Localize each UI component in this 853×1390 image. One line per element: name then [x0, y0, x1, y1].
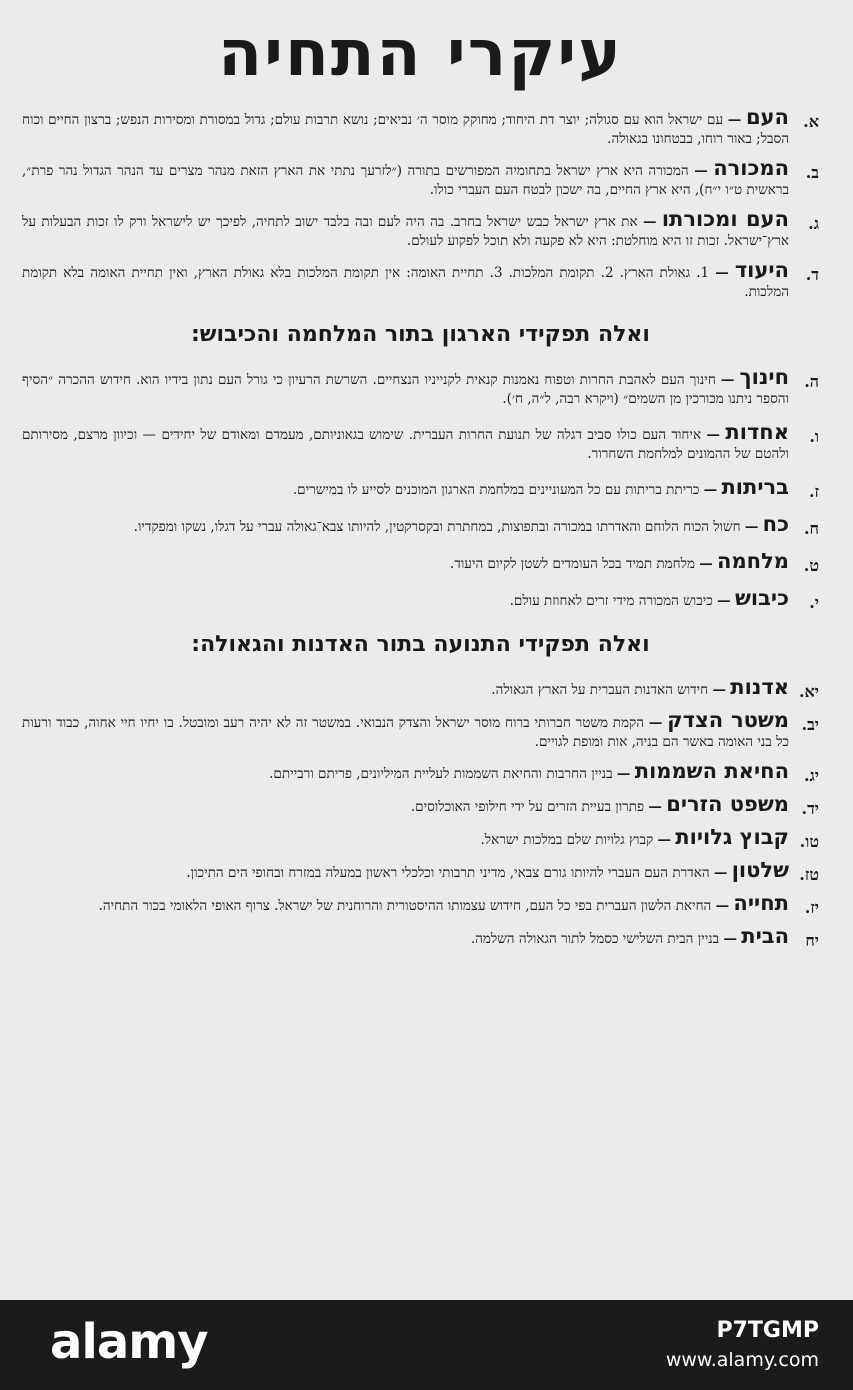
- item-heading: שלטון: [731, 858, 789, 882]
- document-title: עיקרי התחיה: [218, 17, 623, 91]
- item-heading: העם ומכורתו: [661, 207, 789, 231]
- list-item: ז. בריתות — כריתת בריתות עם כל המעוניינים במלחמת הארגון המוכנים לסייע לו במישרים.: [292, 475, 819, 501]
- item-number: ה.: [804, 372, 819, 391]
- item-text: את ארץ ישראל כבש ישראל בחרב. בה היה לעם ובה בלבד ישוב לתחיה, לפיכך יש לישראל ורק לו זכות הבעלות על ארץ־ישראל. זכות זו היא מוחלטת: היא לא פקעה ולא תוכל לפקוע לעולם.: [22, 214, 789, 249]
- item-number: י.: [809, 593, 819, 612]
- list-item: טו. קבוץ גלויות — קבוץ גלויות שלם במלכות ישראל.: [480, 825, 819, 851]
- list-item: א. העם — עם ישראל הוא עם סגולה; יוצר דת היחוד; מחוקק מוסר ה׳ נביאים; נושא תרבות עולם; גדול במסורת ומסירות הנפש; ברצון החיים וכוח הסבל; באור רוחו, בבטחונו בגאולה.: [22, 105, 819, 147]
- item-heading: כח: [762, 512, 789, 536]
- section-heading: ואלה תפקידי התנועה בתור האדנות והגאולה:: [191, 632, 650, 657]
- item-text: הקמת משטר חברותי ברוח מוסר ישראל והצדק הנבואי. במשטר זה לא יהיה רעב ומובטל. בו יחיו חיי אחוה, כבוד ורעות כל בני האומה באשר הם בניה, אות ומופת לגויים.: [22, 715, 789, 750]
- item-number: ט.: [803, 556, 819, 575]
- list-item: טז. שלטון — האדרת העם העברי להיותו גורם צבאי, מדיני תרבותי וכלכלי ראשון במעלה במזרח ובחופי הים התיכון.: [186, 858, 819, 884]
- item-text: האדרת העם העברי להיותו גורם צבאי, מדיני תרבותי וכלכלי ראשון במעלה במזרח ובחופי הים התיכון.: [186, 865, 710, 881]
- item-number: א.: [803, 112, 819, 131]
- item-text: החיאת הלשון העברית בפי כל העם, חידוש עצמותו ההיסטורית והרוחנית של ישראל. צרוף האופי הלאומי בכור התחיה.: [98, 898, 712, 914]
- item-heading: המכורה: [713, 156, 790, 180]
- item-number: ד.: [805, 265, 819, 284]
- list-item: יב. משטר הצדק — הקמת משטר חברותי ברוח מוסר ישראל והצדק הנבואי. במשטר זה לא יהיה רעב ומובטל. בו יחיו חיי אחוה, כבוד ורעות כל בני האומה באשר הם בניה, אות ומופת לגויים.: [22, 708, 819, 750]
- item-heading: תחייה: [733, 891, 789, 915]
- list-item: ה. חינוך — חינוך העם לאהבת החרות וטפוח נאמנות קנאית לקנייניו הנצחיים. השרשת הרעיון כי גורל העם נתון בידיו הוא. חידוש ההכרה ״הסיף והספר ניתנו מכורכין מן השמים״ (ויקרא רבה, ל״ה, ח׳).: [22, 365, 819, 407]
- item-number: יח: [805, 931, 819, 950]
- item-heading: משטר הצדק: [667, 708, 789, 732]
- item-text: חינוך העם לאהבת החרות וטפוח נאמנות קנאית לקנייניו הנצחיים. השרשת הרעיון כי גורל העם נתון בידיו הוא. חידוש ההכרה ״הסיף והספר ניתנו מכורכין מן השמים״ (ויקרא רבה, ל״ה, ח׳).: [22, 372, 789, 407]
- item-heading: הבית: [741, 924, 789, 948]
- image-id: P7TGMP: [716, 1318, 819, 1343]
- list-item: יג. החיאת השממות — בניין החרבות והחיאת השממות לעליית המיליונים, פריתם ורבייתם.: [269, 759, 819, 785]
- watermark-bar: [0, 1300, 853, 1390]
- item-text: קבוץ גלויות שלם במלכות ישראל.: [480, 832, 654, 848]
- item-heading: משפט הזרים: [666, 792, 789, 816]
- list-item: י. כיבוש — כיבוש המכורה מידי זרים לאחוזת עולם.: [509, 586, 819, 612]
- item-heading: אדנות: [730, 675, 789, 699]
- item-text: מלחמת תמיד בכל העומדים לשטן לקיום היעוד.: [450, 556, 695, 572]
- item-number: ב.: [805, 163, 819, 182]
- item-number: ח.: [803, 519, 819, 538]
- list-item: ח. כח — חשול הכוח הלוחם והאדרתו במכורה ובתפוצות, במחתרת ובקסרקטין, להיותו צבא־גאולה עברי על דגלו, נשקו ומפקדיו.: [133, 512, 819, 538]
- item-number: יג.: [803, 766, 819, 785]
- item-heading: אחדות: [725, 420, 790, 444]
- item-text: עם ישראל הוא עם סגולה; יוצר דת היחוד; מחוקק מוסר ה׳ נביאים; נושא תרבות עולם; גדול במסורת ומסירות הנפש; ברצון החיים וכוח הסבל; באור רוחו, בבטחונו בגאולה.: [22, 112, 789, 147]
- item-text: פתרון בעיית הזרים על ידי חילופי האוכלוסים.: [410, 799, 645, 815]
- list-item: יא. אדנות — חידוש האדנות העברית על הארץ הגאולה.: [491, 675, 819, 701]
- item-heading: מלחמה: [717, 549, 789, 573]
- item-heading: חינוך: [739, 365, 789, 389]
- item-number: ז.: [808, 482, 819, 501]
- item-text: איחוד העם כולו סביב דגלה של תנועת החרות העברית. שימוש בגאוניותם, מעמדם ומאודם של יחידים — וכיוון מרצם, מסירותם ולהטם של ההמונים למלחמת השחרור.: [22, 427, 789, 462]
- item-text: בניין הבית השלישי כסמל לתור הגאולה השלמה.: [470, 931, 720, 947]
- item-heading: היעוד: [734, 258, 789, 282]
- item-text: חשול הכוח הלוחם והאדרתו במכורה ובתפוצות, במחתרת ובקסרקטין, להיותו צבא־גאולה עברי על דגלו, נשקו ומפקדיו.: [133, 519, 741, 535]
- list-item: ג. העם ומכורתו — את ארץ ישראל כבש ישראל בחרב. בה היה לעם ובה בלבד ישוב לתחיה, לפיכך יש לישראל ורק לו זכות הבעלות על ארץ־ישראל. זכות זו היא מוחלטת: היא לא פקעה ולא תוכל לפקוע לעולם.: [22, 207, 819, 249]
- item-number: ו.: [809, 427, 819, 446]
- item-number: יב.: [801, 715, 819, 734]
- list-item: ט. מלחמה — מלחמת תמיד בכל העומדים לשטן לקיום היעוד.: [450, 549, 819, 575]
- item-text: כריתת בריתות עם כל המעוניינים במלחמת הארגון המוכנים לסייע לו במישרים.: [292, 482, 700, 498]
- site-url: www.alamy.com: [665, 1349, 819, 1371]
- item-text: כיבוש המכורה מידי זרים לאחוזת עולם.: [509, 593, 713, 609]
- item-heading: כיבוש: [734, 586, 789, 610]
- item-heading: העם: [745, 105, 789, 129]
- item-number: יד.: [801, 799, 819, 818]
- list-item: יד. משפט הזרים — פתרון בעיית הזרים על ידי חילופי האוכלוסים.: [410, 792, 819, 818]
- list-item: יז. תחייה — החיאת הלשון העברית בפי כל העם, חידוש עצמותו ההיסטורית והרוחנית של ישראל. צרוף האופי הלאומי בכור התחיה.: [98, 891, 819, 917]
- item-text: המכורה היא ארץ ישראל בתחומיה המפורשים בתורה (״לזרעך נתתי את הארץ הזאת מנהר מצרים עד הנהר הגדול נהר פרת״, בראשית ט״ו י״ח), היא ארץ החיים, בה ישכון לבטח העם העברי כולו.: [22, 163, 789, 198]
- list-item: ו. אחדות — איחוד העם כולו סביב דגלה של תנועת החרות העברית. שימוש בגאוניותם, מעמדם ומאודם של יחידים — וכיוון מרצם, מסירותם ולהטם של ההמונים למלחמת השחרור.: [22, 420, 819, 462]
- item-number: ג.: [808, 214, 819, 233]
- section-heading: ואלה תפקידי הארגון בתור המלחמה והכיבוש:: [191, 322, 650, 347]
- item-number: טז.: [799, 865, 819, 884]
- item-heading: קבוץ גלויות: [675, 825, 789, 849]
- item-text: בניין החרבות והחיאת השממות לעליית המיליונים, פריתם ורבייתם.: [269, 766, 613, 782]
- item-heading: בריתות: [721, 475, 789, 499]
- item-text: חידוש האדנות העברית על הארץ הגאולה.: [491, 682, 709, 698]
- item-number: יא.: [798, 682, 819, 701]
- list-item: יח הבית — בניין הבית השלישי כסמל לתור הגאולה השלמה.: [470, 924, 819, 950]
- brand-logo: alamy: [50, 1314, 208, 1370]
- list-item: ד. היעוד — 1. גאולת הארץ. 2. תקומת המלכות. 3. תחיית האומה: אין תקומת המלכות בלא גאולת הארץ, ואין תחיית האומה בלא תקומת המלכות.: [22, 258, 819, 300]
- item-number: טו.: [799, 832, 819, 851]
- item-number: יז.: [804, 898, 819, 917]
- item-text: 1. גאולת הארץ. 2. תקומת המלכות. 3. תחיית האומה: אין תקומת המלכות בלא גאולת הארץ, ואין תחיית האומה בלא תקומת המלכות.: [22, 265, 789, 300]
- item-heading: החיאת השממות: [634, 759, 789, 783]
- list-item: ב. המכורה — המכורה היא ארץ ישראל בתחומיה המפורשים בתורה (״לזרעך נתתי את הארץ הזאת מנהר מצרים עד הנהר הגדול נהר פרת״, בראשית ט״ו י״ח), היא ארץ החיים, בה ישכון לבטח העם העברי כולו.: [22, 156, 819, 198]
